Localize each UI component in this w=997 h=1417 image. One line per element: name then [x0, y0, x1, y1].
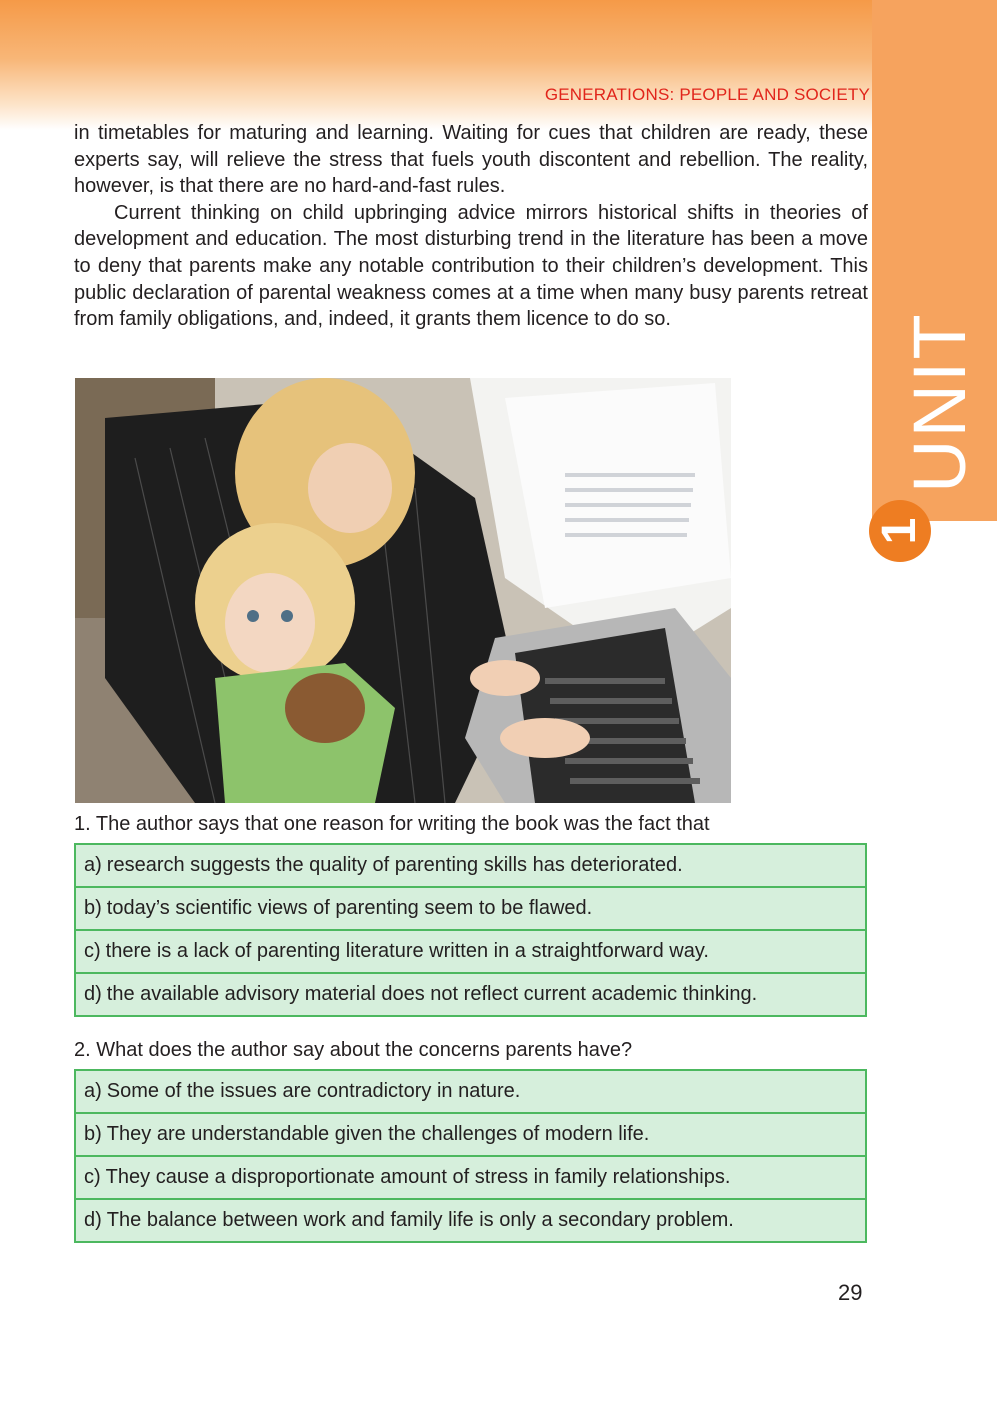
option-text: the available advisory material does not reflect current academic thinking.	[106, 983, 758, 1005]
option-text: there is a lack of parenting literature written in a straightforward way.	[105, 940, 709, 962]
running-title: GENERATIONS: PEOPLE AND SOCIETY	[544, 85, 870, 104]
option-letter: b)	[84, 897, 102, 919]
option-1a[interactable]	[74, 843, 867, 888]
paragraph: in timetables for maturing and learning. Waiting for cues that children are ready, these experts say, will relieve the stress that fuels youth discontent and rebellion. The reality, however, is that there are no hard-and-fast rules.	[74, 122, 868, 198]
option-text: The balance between work and family life is only a secondary problem.	[106, 1209, 734, 1231]
mother-child-laptop-photo	[75, 378, 731, 803]
option-text: Some of the issues are contradictory in nature.	[106, 1080, 521, 1102]
option-2c[interactable]	[74, 1155, 867, 1200]
question-stem: 1. The author says that one reason for writing the book was the fact that	[74, 813, 710, 835]
header-band	[0, 0, 872, 130]
option-2b[interactable]	[74, 1112, 867, 1157]
option-letter: c)	[84, 940, 101, 962]
option-letter: a)	[84, 854, 102, 876]
page-number: 29	[838, 1280, 863, 1305]
option-text: They are understandable given the challenges of modern life.	[106, 1123, 650, 1145]
option-1b[interactable]	[74, 886, 867, 931]
option-letter: c)	[84, 1166, 101, 1188]
option-2a[interactable]	[74, 1069, 867, 1114]
option-letter: b)	[84, 1123, 102, 1145]
option-text: research suggests the quality of parenting skills has deteriorated.	[106, 854, 683, 876]
option-letter: d)	[84, 1209, 102, 1231]
paragraph: Current thinking on child upbringing advice mirrors historical shifts in theories of development and education. The most disturbing trend in the literature has been a move to deny that parents make any notable contribution to their children’s development. This public declaration of parental weakness comes at a time when many busy parents retreat from family obligations, and, indeed, it grants them licence to do so.	[74, 201, 868, 331]
question-1	[74, 812, 868, 1017]
option-text: today’s scientific views of parenting seem to be flawed.	[106, 897, 593, 919]
option-2d[interactable]	[74, 1198, 867, 1243]
option-letter: d)	[84, 983, 102, 1005]
option-1c[interactable]	[74, 929, 867, 974]
question-stem: 2. What does the author say about the concerns parents have?	[74, 1039, 633, 1061]
question-2	[74, 1038, 868, 1243]
unit-label: UNIT	[898, 312, 981, 493]
body-text	[74, 120, 868, 333]
unit-number-badge	[869, 500, 931, 562]
option-text: They cause a disproportionate amount of stress in family relationships.	[105, 1166, 731, 1188]
option-1d[interactable]	[74, 972, 867, 1017]
unit-number: 1	[873, 517, 926, 545]
option-letter: a)	[84, 1080, 102, 1102]
